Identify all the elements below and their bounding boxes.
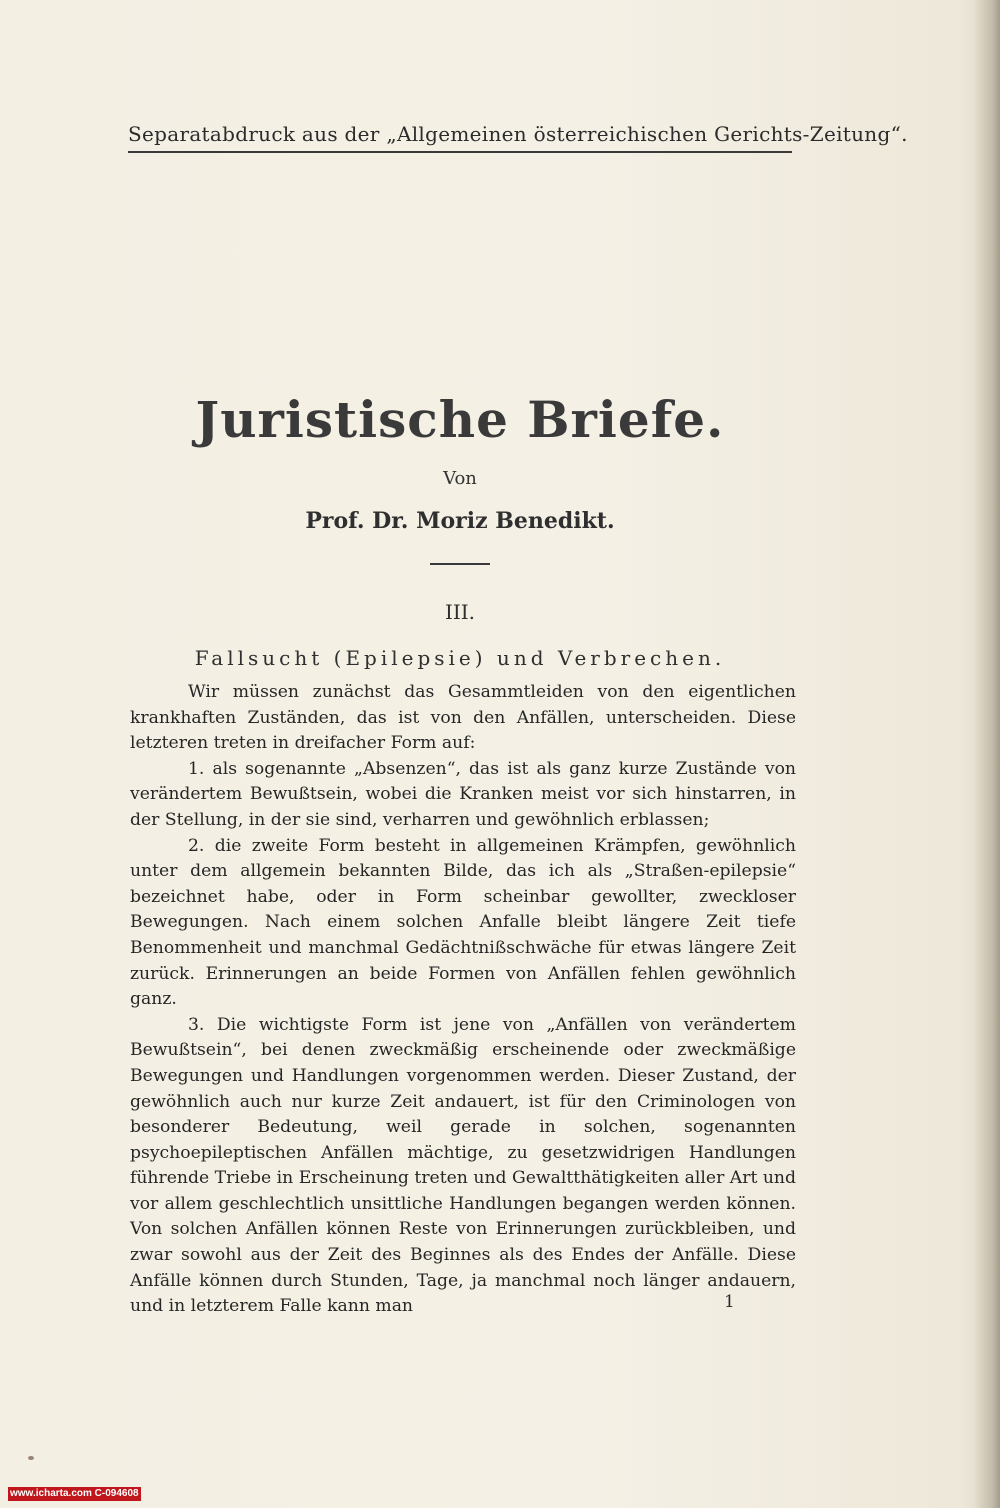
paper-edge-shadow (974, 0, 1000, 1508)
header-rule (128, 151, 792, 153)
author-name: Prof. Dr. Moriz Benedikt. (305, 508, 615, 534)
paragraph: 3. Die wichtigste Form ist jene von „Anfällen von verändertem Bewußtsein“, bei denen zweckmäßig erscheinende oder zweckmäßige Bewegungen und Handlungen vorgenommen werden. Dieser Zustand, der gewöhnlich auch nur kurze Zeit andauert, ist für den Criminologen von besonderer Bedeutung, weil gerade in solchen, sogenannten psychoepileptischen Anfällen mächtige, zu gesetzwidrigen Handlungen führende Triebe in Erscheinung treten und Gewaltthätigkeiten aller Art und vor allem geschlechtlich unsittliche Handlungen begangen werden können. Von solchen Anfällen können Reste von Erinnerungen zurückbleiben, und zwar sowohl aus der Zeit des Beginnes als des Endes der Anfälle. Diese Anfälle können durch Stunden, Tage, ja manchmal noch länger andauern, und in letzterem Falle kann man (130, 1014, 796, 1317)
section-number: III. (444, 600, 476, 624)
byline-von: Von (443, 468, 477, 489)
paragraph: 1. als sogenannte „Absenzen“, das ist als ganz kurze Zustände von verändertem Bewußtsein, wobei die Kranken meist vor sich hinstarren, in der Stellung, in der sie sind, verharren und gewöhnlich erblassen; (130, 758, 796, 830)
paragraph: Wir müssen zunächst das Gesammtleiden von den eigentlichen krankhaften Zuständen, das ist von den Anfällen, unterscheiden. Diese letzteren treten in dreifacher Form auf: (130, 682, 796, 754)
section-heading: Fallsucht (Epilepsie) und Verbrechen. (194, 646, 726, 670)
page-number: 1 (724, 1292, 735, 1312)
watermark-label: www.icharta.com C-094608 (10, 1488, 139, 1499)
header-separatabdruck: Separatabdruck aus der „Allgemeinen österreichischen Gerichts-Zeitung“. (128, 122, 908, 146)
document-title: Juristische Briefe. (195, 390, 725, 449)
title-divider (430, 563, 490, 565)
paragraph: 2. die zweite Form besteht in allgemeinen Krämpfen, gewöhnlich unter dem allgemein bekannten Bilde, das ich als „Straßen-epilepsie“ bezeichnet habe, oder in Form scheinbar gewollter, zweckloser Bewegungen. Nach einem solchen Anfalle bleibt längere Zeit tiefe Benommenheit und manchmal Gedächtnißschwäche für etwas längere Zeit zurück. Erinnerungen an beide Formen von Anfällen fehlen gewöhnlich ganz. (130, 835, 796, 1010)
ink-spot (28, 1456, 34, 1460)
body-text (130, 680, 796, 1320)
